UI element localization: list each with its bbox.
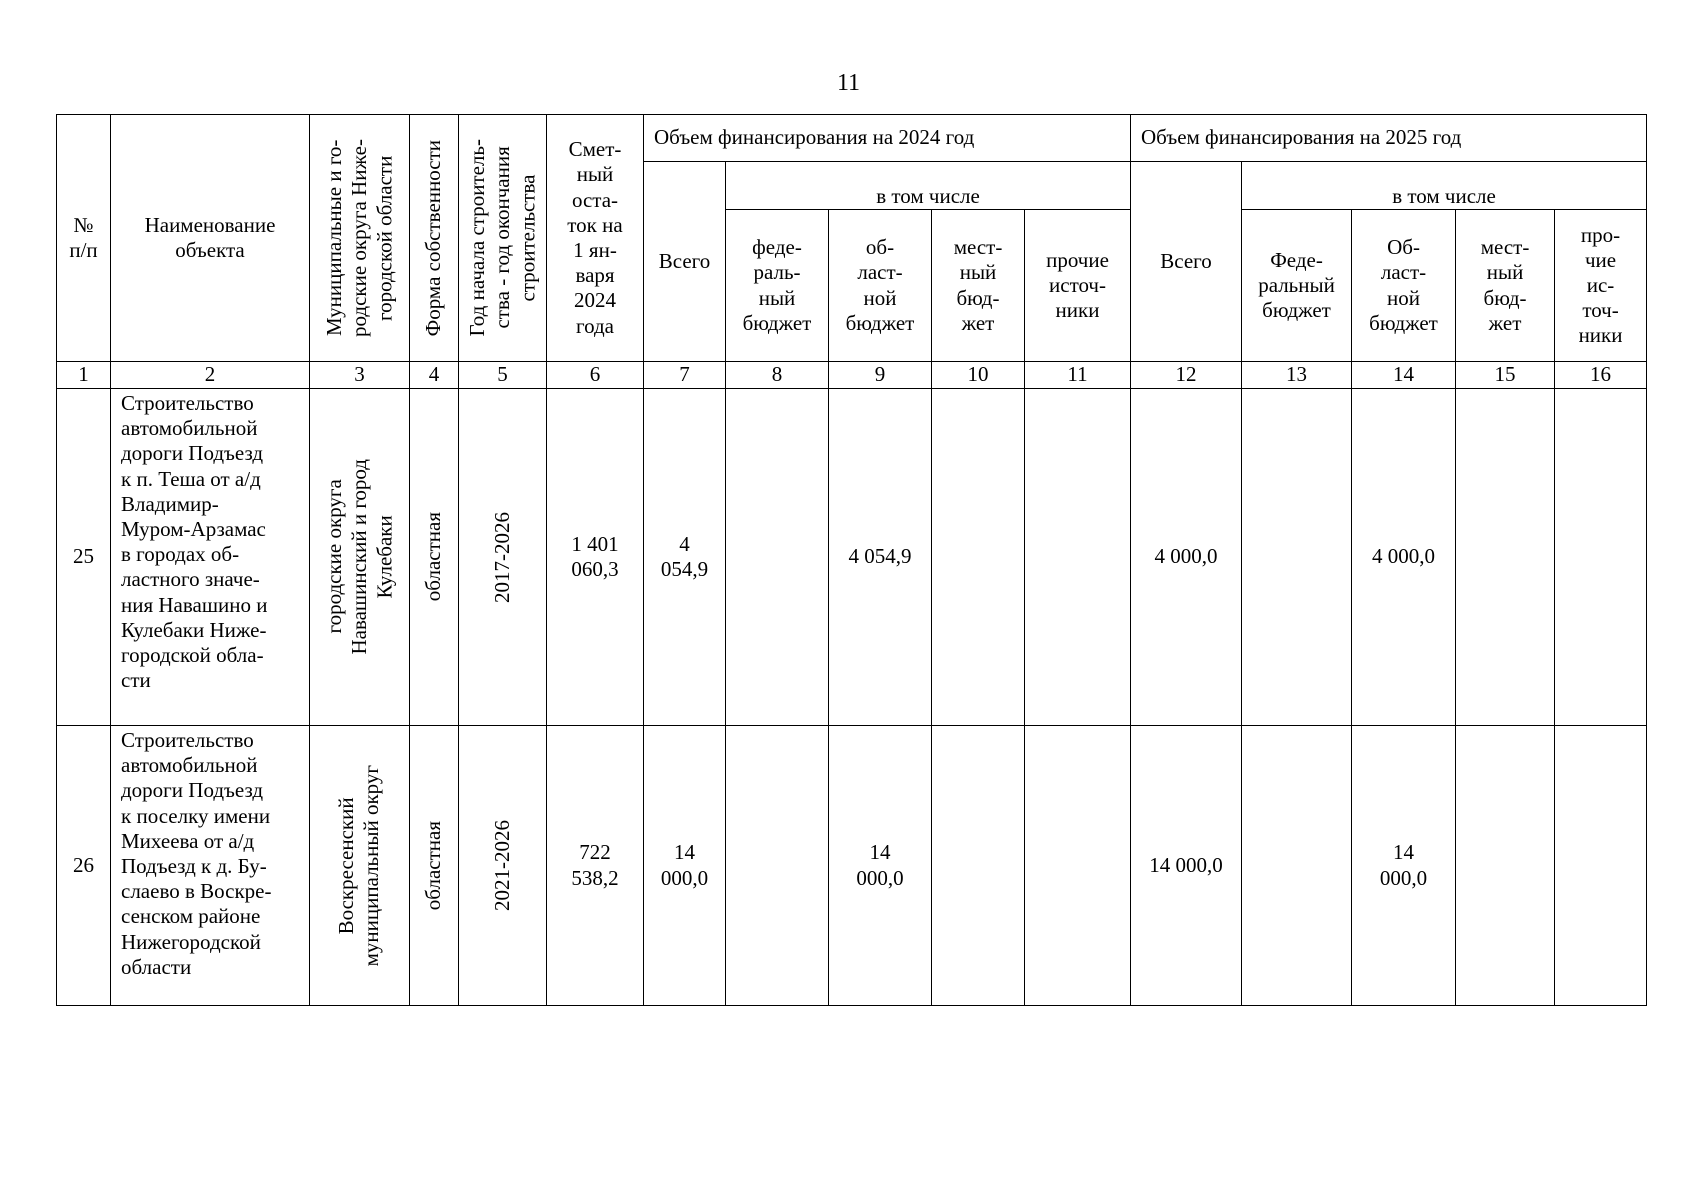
column-number: 7 bbox=[644, 362, 726, 389]
row-total-2024: 4 054,9 bbox=[644, 389, 726, 726]
column-number: 11 bbox=[1025, 362, 1131, 389]
column-number-row bbox=[57, 362, 1647, 389]
row-object-name: Строительство автомобильной дороги Подъезд к поселку имени Михеева от а/д Подъезд к д. Бу- слаево в Воскре- сенском районе Нижегородской области bbox=[111, 726, 310, 1006]
row-reg-2024: 14 000,0 bbox=[829, 726, 932, 1006]
header-ownership: Форма собственности bbox=[410, 115, 459, 362]
row-oth-2025 bbox=[1555, 389, 1647, 726]
row-fed-2024 bbox=[726, 726, 829, 1006]
header-fin-2024: Объем финансирования на 2024 год bbox=[644, 115, 1131, 162]
header-fed-2025: Феде- ральный бюджет bbox=[1242, 210, 1352, 362]
row-total-2025: 14 000,0 bbox=[1131, 726, 1242, 1006]
table-row bbox=[57, 389, 1647, 726]
header-total-2024: Всего bbox=[644, 162, 726, 362]
column-number: 1 bbox=[57, 362, 111, 389]
financing-table bbox=[56, 114, 1647, 1006]
header-loc-2025: мест- ный бюд- жет bbox=[1456, 210, 1555, 362]
row-reg-2025: 4 000,0 bbox=[1352, 389, 1456, 726]
header-name: Наименование объекта bbox=[111, 115, 310, 362]
column-number: 5 bbox=[459, 362, 547, 389]
header-fed-2024: феде- раль- ный бюджет bbox=[726, 210, 829, 362]
row-years: 2021-2026 bbox=[459, 726, 547, 1006]
row-reg-2025: 14 000,0 bbox=[1352, 726, 1456, 1006]
column-number: 13 bbox=[1242, 362, 1352, 389]
row-loc-2024 bbox=[932, 726, 1025, 1006]
row-loc-2025 bbox=[1456, 389, 1555, 726]
column-number: 12 bbox=[1131, 362, 1242, 389]
row-fed-2025 bbox=[1242, 389, 1352, 726]
column-number: 3 bbox=[310, 362, 410, 389]
row-ownership: областная bbox=[410, 726, 459, 1006]
row-num: 26 bbox=[57, 726, 111, 1006]
row-loc-2024 bbox=[932, 389, 1025, 726]
row-object-name: Строительство автомобильной дороги Подъезд к п. Теша от а/д Владимир- Муром-Арзамас в городах об- ластного значе- ния Навашино и Кулебаки Ниже- городской обла- сти bbox=[111, 389, 310, 726]
header-reg-2025: Об- ласт- ной бюджет bbox=[1352, 210, 1456, 362]
row-fed-2024 bbox=[726, 389, 829, 726]
header-num: № п/п bbox=[57, 115, 111, 362]
column-number: 10 bbox=[932, 362, 1025, 389]
table-row bbox=[57, 726, 1647, 1006]
row-ownership: областная bbox=[410, 389, 459, 726]
header-years: Год начала строитель- ства - год окончания строительства bbox=[459, 115, 547, 362]
column-number: 16 bbox=[1555, 362, 1647, 389]
row-total-2024: 14 000,0 bbox=[644, 726, 726, 1006]
column-number: 6 bbox=[547, 362, 644, 389]
header-incl-2024: в том числе bbox=[726, 162, 1131, 210]
row-remainder: 722 538,2 bbox=[547, 726, 644, 1006]
header-fin-2025: Объем финансирования на 2025 год bbox=[1131, 115, 1647, 162]
column-number: 15 bbox=[1456, 362, 1555, 389]
header-oth-2024: прочие источ- ники bbox=[1025, 210, 1131, 362]
row-oth-2024 bbox=[1025, 726, 1131, 1006]
header-oth-2025: про- чие ис- точ- ники bbox=[1555, 210, 1647, 362]
row-loc-2025 bbox=[1456, 726, 1555, 1006]
header-row bbox=[57, 115, 1647, 162]
row-years: 2017-2026 bbox=[459, 389, 547, 726]
column-number: 8 bbox=[726, 362, 829, 389]
header-incl-2025: в том числе bbox=[1242, 162, 1647, 210]
row-total-2025: 4 000,0 bbox=[1131, 389, 1242, 726]
row-fed-2025 bbox=[1242, 726, 1352, 1006]
column-number: 4 bbox=[410, 362, 459, 389]
row-oth-2025 bbox=[1555, 726, 1647, 1006]
row-municipal: Воскресенский муниципальный округ bbox=[310, 726, 410, 1006]
page-number: 11 bbox=[836, 70, 861, 96]
header-remainder: Смет- ный оста- ток на 1 ян- варя 2024 года bbox=[547, 115, 644, 362]
row-reg-2024: 4 054,9 bbox=[829, 389, 932, 726]
column-number: 2 bbox=[111, 362, 310, 389]
row-municipal: городские округа Навашинский и город Кулебаки bbox=[310, 389, 410, 726]
header-reg-2024: об- ласт- ной бюджет bbox=[829, 210, 932, 362]
column-number: 14 bbox=[1352, 362, 1456, 389]
row-num: 25 bbox=[57, 389, 111, 726]
row-oth-2024 bbox=[1025, 389, 1131, 726]
row-remainder: 1 401 060,3 bbox=[547, 389, 644, 726]
header-loc-2024: мест- ный бюд- жет bbox=[932, 210, 1025, 362]
header-municipal: Муниципальные и го- родские округа Ниже- городской области bbox=[310, 115, 410, 362]
column-number: 9 bbox=[829, 362, 932, 389]
header-total-2025: Всего bbox=[1131, 162, 1242, 362]
